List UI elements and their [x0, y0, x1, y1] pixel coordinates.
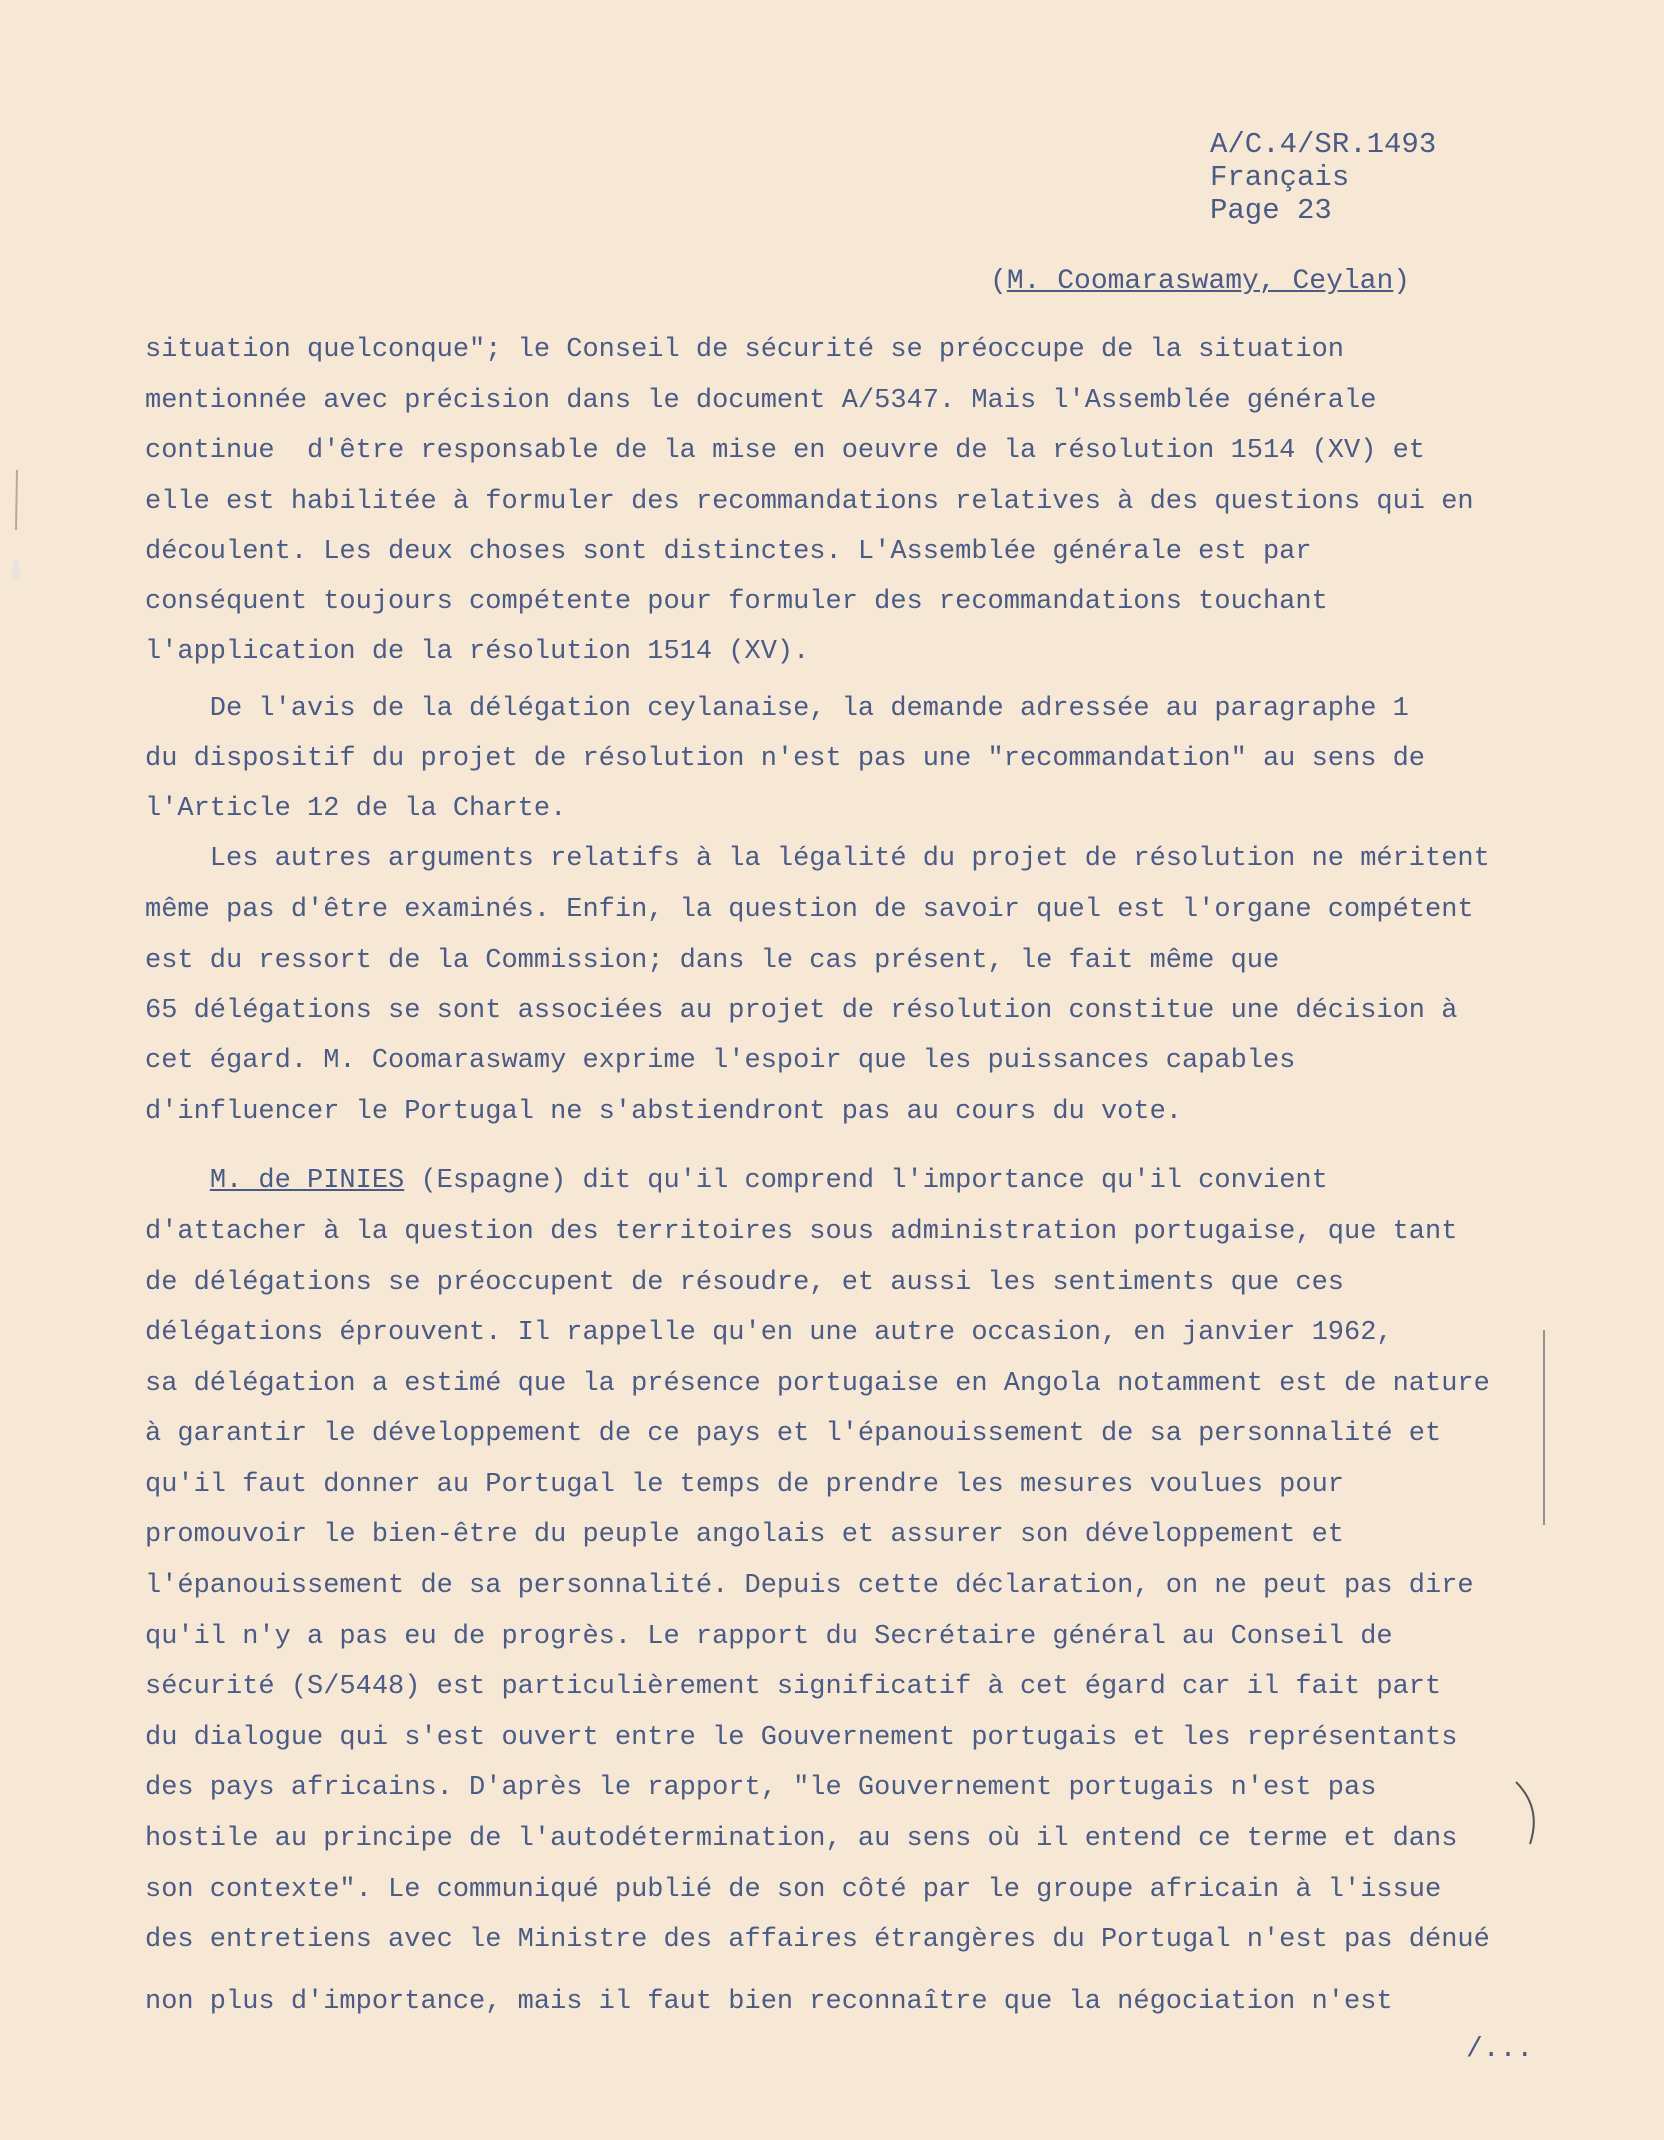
continuation-mark: /... [1466, 2034, 1534, 2065]
text-line: mentionnée avec précision dans le document A/5347. Mais l'Assemblée générale [145, 386, 1377, 416]
text-line: non plus d'importance, mais il faut bien reconnaître que la négociation n'est [145, 1987, 1393, 2017]
page-number: Page 23 [1210, 194, 1332, 227]
text-line: De l'avis de la délégation ceylanaise, la demande adressée au paragraphe 1 [145, 694, 1409, 724]
document-symbol: A/C.4/SR.1493 [1210, 128, 1437, 161]
text-line: des pays africains. D'après le rapport, "le Gouvernement portugais n'est pas [145, 1773, 1377, 1803]
speaker-reference: (M. Coomaraswamy, Ceylan) [990, 266, 1411, 297]
document-header [1210, 128, 1436, 227]
text-line: des entretiens avec le Ministre des affaires étrangères du Portugal n'est pas dénué [145, 1925, 1490, 1955]
margin-paren-mark [1512, 1778, 1548, 1848]
text-line: qu'il n'y a pas eu de progrès. Le rapport du Secrétaire général au Conseil de [145, 1622, 1393, 1652]
text-line: 65 délégations se sont associées au projet de résolution constitue une décision à [145, 996, 1458, 1026]
text-line: l'épanouissement de sa personnalité. Depuis cette déclaration, on ne peut pas dire [145, 1571, 1474, 1601]
text-line: elle est habilitée à formuler des recommandations relatives à des questions qui en [145, 487, 1474, 517]
text-line: sa délégation a estimé que la présence portugaise en Angola notamment est de nature [145, 1369, 1490, 1399]
text-line: promouvoir le bien-être du peuple angolais et assurer son développement et [145, 1520, 1344, 1550]
margin-vertical-mark [1543, 1330, 1545, 1525]
text-line: l'application de la résolution 1514 (XV). [145, 637, 810, 667]
margin-mark [10, 555, 22, 585]
text-line: même pas d'être examinés. Enfin, la question de savoir quel est l'organe compétent [145, 895, 1474, 925]
text-line: qu'il faut donner au Portugal le temps de prendre les mesures voulues pour [145, 1470, 1344, 1500]
text-line: son contexte". Le communiqué publié de son côté par le groupe africain à l'issue [145, 1875, 1442, 1905]
margin-mark [12, 470, 22, 530]
text-line: l'Article 12 de la Charte. [145, 794, 567, 824]
text-line: sécurité (S/5448) est particulièrement significatif à cet égard car il fait part [145, 1672, 1442, 1702]
document-language: Français [1210, 161, 1350, 194]
text-line: du dialogue qui s'est ouvert entre le Gouvernement portugais et les représentants [145, 1723, 1458, 1753]
text-line: cet égard. M. Coomaraswamy exprime l'espoir que les puissances capables [145, 1046, 1296, 1076]
text-line: d'influencer le Portugal ne s'abstiendront pas au cours du vote. [145, 1097, 1182, 1127]
text-line: conséquent toujours compétente pour formuler des recommandations touchant [145, 587, 1328, 617]
speaker-name: M. de PINIES [209, 1166, 405, 1196]
text-line: de délégations se préoccupent de résoudre, et aussi les sentiments que ces [145, 1268, 1344, 1298]
text-line: Les autres arguments relatifs à la légalité du projet de résolution ne méritent [145, 844, 1490, 874]
speaker-intro-line: M. de PINIES (Espagne) dit qu'il comprend l'importance qu'il convient [209, 1166, 1328, 1196]
speaker-name: M. Coomaraswamy, Ceylan [1006, 266, 1394, 297]
text-line: découlent. Les deux choses sont distinctes. L'Assemblée générale est par [145, 537, 1312, 567]
text-line: du dispositif du projet de résolution n'est pas une "recommandation" au sens de [145, 744, 1426, 774]
text-line: situation quelconque"; le Conseil de sécurité se préoccupe de la situation [145, 335, 1344, 365]
text-line: délégations éprouvent. Il rappelle qu'en une autre occasion, en janvier 1962, [145, 1318, 1393, 1348]
text-line: est du ressort de la Commission; dans le cas présent, le fait même que [145, 946, 1280, 976]
text-line: d'attacher à la question des territoires sous administration portugaise, que tant [145, 1217, 1458, 1247]
text-line: à garantir le développement de ce pays et l'épanouissement de sa personnalité et [145, 1419, 1442, 1449]
text-line: hostile au principe de l'autodétermination, au sens où il entend ce terme et dans [145, 1824, 1458, 1854]
text-line: continue d'être responsable de la mise en oeuvre de la résolution 1514 (XV) et [145, 436, 1426, 466]
